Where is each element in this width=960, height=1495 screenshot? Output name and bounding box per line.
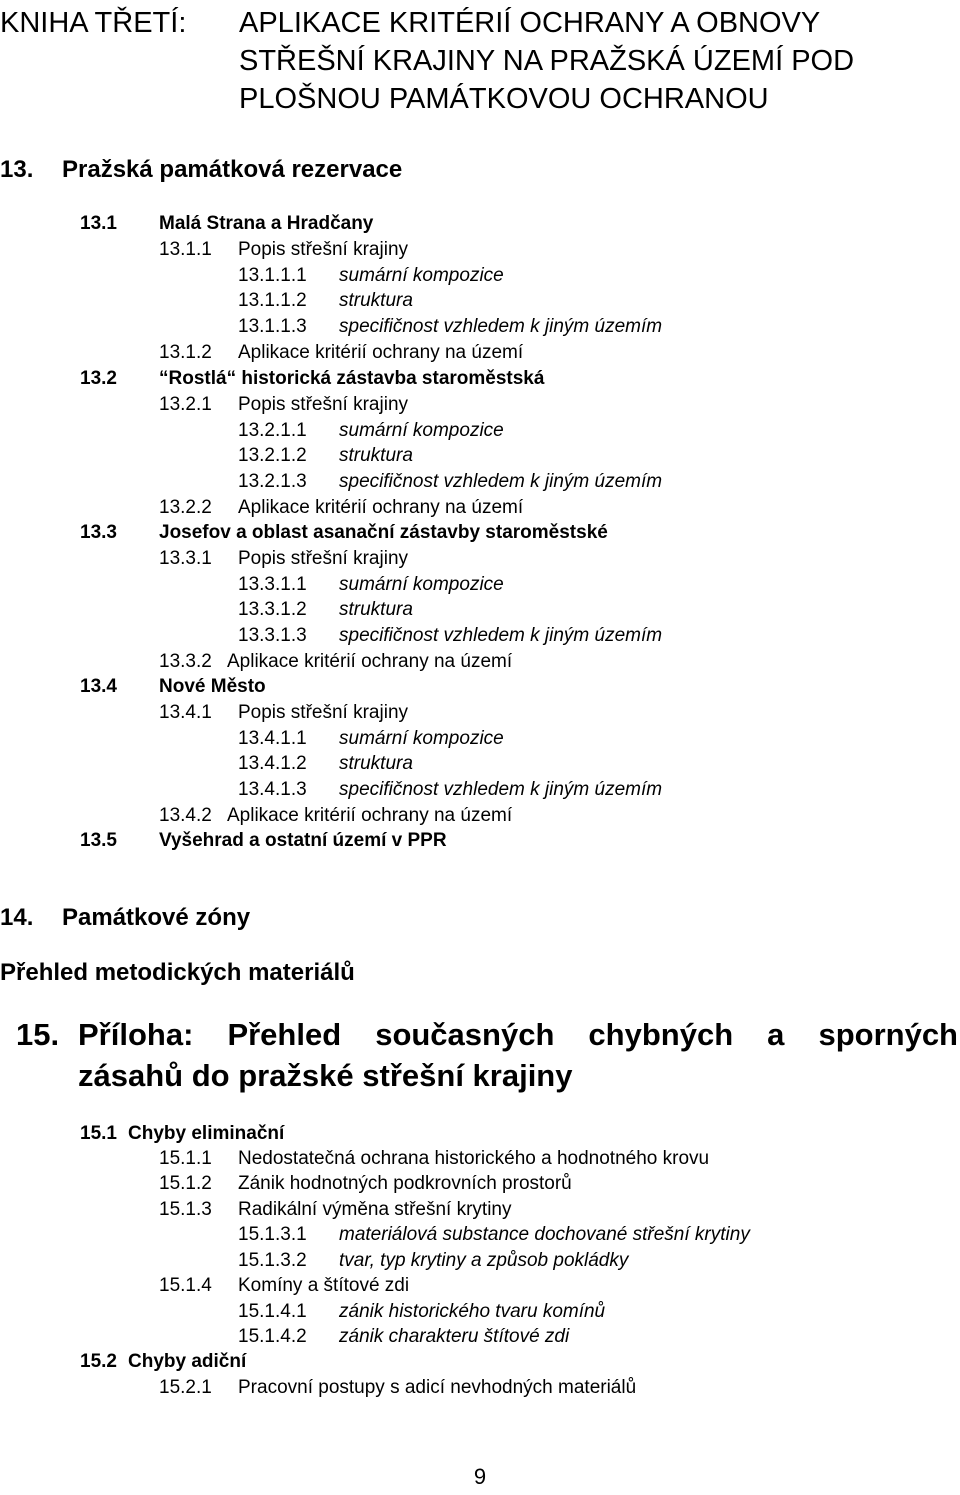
book-title-text: APLIKACE KRITÉRIÍ OCHRANY A OBNOVY STŘEŠNÍ KRAJINY NA PRAŽSKÁ ÚZEMÍ POD PLOŠNOU PAMÁTKOVOU OCHRANOU [239, 7, 855, 115]
entry-number: 13.4 [80, 676, 117, 697]
chapter-number: 13. [0, 156, 34, 183]
entry-title: Popis střešní krajiny [238, 702, 409, 723]
entry-title: Zánik hodnotných podkrovních prostorů [238, 1173, 572, 1194]
entry-number: 13.2 [80, 368, 117, 389]
entry-title: Komíny a štítové zdi [238, 1275, 410, 1296]
book-label: KNIHA TŘETÍ: [0, 7, 187, 39]
appendix-number: 15. [16, 1017, 60, 1052]
entry-number: 13.1.1 [159, 239, 212, 260]
entry-title: “Rostlá“ historická zástavba staroměstská [159, 368, 545, 389]
entry-number: 13.1.2 [159, 342, 212, 363]
appendix-title-line-1: Příloha: Přehled současných chybných a sporných [78, 1017, 958, 1052]
entry-number: 13.2.1 [159, 394, 212, 415]
entry-title: specifičnost vzhledem k jiným územím [339, 625, 663, 646]
entry-number: 15.1.3.2 [238, 1250, 307, 1271]
entry-number: 13.1.1.3 [238, 316, 307, 337]
chapter-number: 14. [0, 904, 34, 931]
entry-title: Radikální výměna střešní krytiny [238, 1199, 512, 1220]
entry-title: zánik historického tvaru komínů [339, 1301, 606, 1322]
entry-title: materiálová substance dochované střešní krytiny [339, 1224, 750, 1245]
entry-title: specifičnost vzhledem k jiným územím [339, 316, 663, 337]
entry-number: 13.3.1.1 [238, 574, 307, 595]
entry-number: 13.2.2 [159, 497, 212, 518]
entry-number: 13.5 [80, 830, 117, 851]
entry-title: zánik charakteru štítové zdi [339, 1326, 570, 1347]
entry-title: Chyby adiční [128, 1351, 247, 1372]
entry-number: 15.2 [80, 1351, 117, 1372]
entry-number: 15.1.4.2 [238, 1326, 307, 1347]
entry-title: Malá Strana a Hradčany [159, 213, 374, 234]
chapter-title: Pražská památková rezervace [62, 156, 403, 183]
entry-title: sumární kompozice [339, 574, 504, 595]
entry-title: Aplikace kritérií ochrany na území [227, 805, 513, 826]
entry-number: 13.4.1.2 [238, 753, 307, 774]
entry-number: 15.1.4.1 [238, 1301, 307, 1322]
entry-number: 13.1.1.1 [238, 265, 307, 286]
entry-title: specifičnost vzhledem k jiným územím [339, 471, 663, 492]
methodics-heading: Přehled metodických materiálů [0, 959, 355, 986]
page-number: 9 [473, 1464, 487, 1489]
entry-title: Popis střešní krajiny [238, 394, 409, 415]
entry-number: 13.4.1.3 [238, 779, 307, 800]
entry-number: 13.3.1.2 [238, 599, 307, 620]
entry-title: struktura [339, 290, 413, 311]
entry-number: 13.3.2 [159, 651, 212, 672]
entry-title: Nedostatečná ochrana historického a hodnotného krovu [238, 1148, 710, 1169]
chapter-title: Památkové zóny [62, 904, 251, 931]
entry-number: 15.1.4 [159, 1275, 212, 1296]
entry-title: tvar, typ krytiny a způsob pokládky [339, 1250, 629, 1271]
entry-title: Popis střešní krajiny [238, 548, 409, 569]
entry-number: 13.4.1.1 [238, 728, 307, 749]
entry-title: struktura [339, 753, 413, 774]
entry-number: 13.3.1 [159, 548, 212, 569]
entry-title: sumární kompozice [339, 728, 504, 749]
entry-number: 13.2.1.2 [238, 445, 307, 466]
entry-number: 13.2.1.1 [238, 420, 307, 441]
entry-title: struktura [339, 599, 413, 620]
entry-number: 13.2.1.3 [238, 471, 307, 492]
appendix-heading [0, 1014, 960, 1104]
entry-title: Aplikace kritérií ochrany na území [227, 651, 513, 672]
entry-number: 13.1.1.2 [238, 290, 307, 311]
entry-title: Aplikace kritérií ochrany na území [238, 342, 524, 363]
entry-number: 15.1.3.1 [238, 1224, 307, 1245]
entry-number: 13.3.1.3 [238, 625, 307, 646]
entry-number: 13.4.2 [159, 805, 212, 826]
entry-title: struktura [339, 445, 413, 466]
entry-number: 15.1.1 [159, 1148, 212, 1169]
entry-title: sumární kompozice [339, 420, 504, 441]
entry-number: 15.1 [80, 1123, 117, 1144]
entry-number: 15.1.3 [159, 1199, 212, 1220]
entry-title: Aplikace kritérií ochrany na území [238, 497, 524, 518]
entry-title: specifičnost vzhledem k jiným územím [339, 779, 663, 800]
entry-title: Nové Město [159, 676, 266, 697]
entry-title: Vyšehrad a ostatní území v PPR [159, 830, 447, 851]
entry-number: 15.1.2 [159, 1173, 212, 1194]
entry-title: sumární kompozice [339, 265, 504, 286]
entry-number: 15.2.1 [159, 1377, 212, 1398]
entry-title: Popis střešní krajiny [238, 239, 409, 260]
entry-title: Josefov a oblast asanační zástavby staroměstské [159, 522, 608, 543]
entry-number: 13.1 [80, 213, 117, 234]
entry-title: Chyby eliminační [128, 1123, 285, 1144]
entry-number: 13.3 [80, 522, 117, 543]
entry-title: Pracovní postupy s adicí nevhodných materiálů [238, 1377, 637, 1398]
appendix-title-line-2: zásahů do pražské střešní krajiny [78, 1058, 573, 1093]
entry-number: 13.4.1 [159, 702, 212, 723]
